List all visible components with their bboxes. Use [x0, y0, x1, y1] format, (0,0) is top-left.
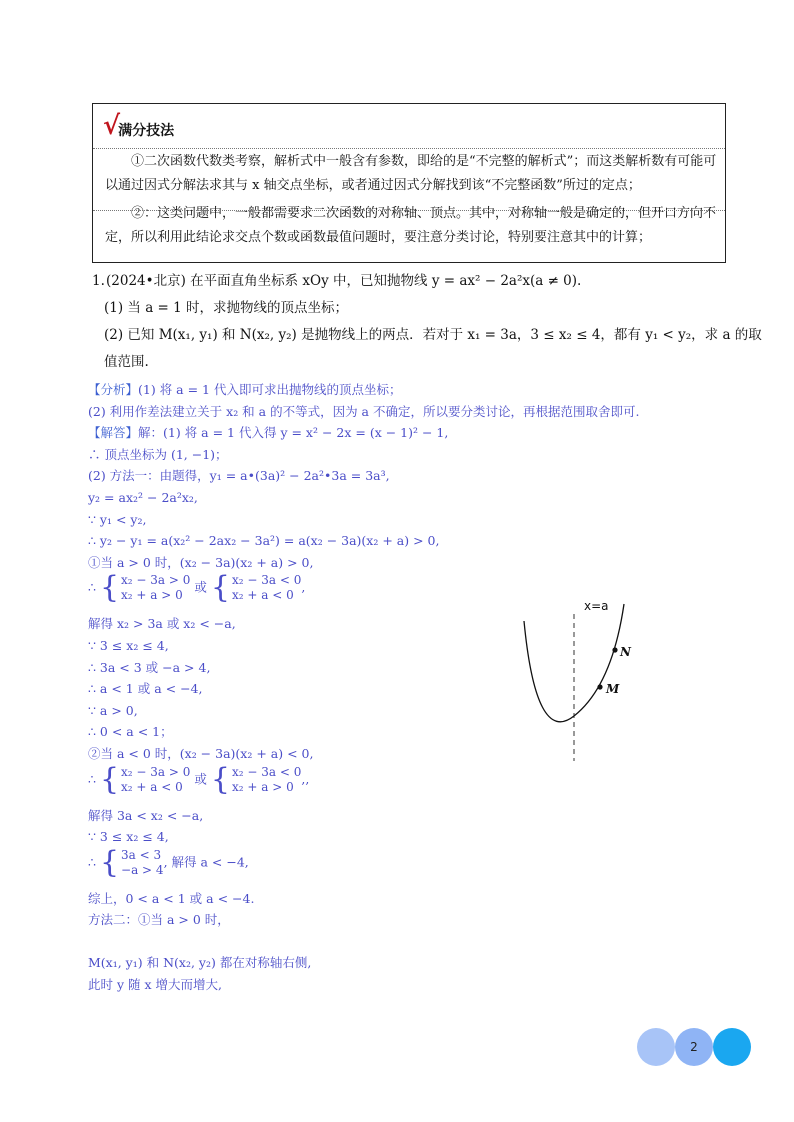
system-row: 3a < 3 — [121, 847, 162, 862]
inequality-system — [99, 844, 164, 880]
answer-line — [88, 422, 508, 444]
tip-paragraph-2: ②：这类问题中，一般都需要求二次函数的对称轴、顶点。其中，对称轴一般是确定的，但开口方向不定，所以利用此结论求交点个数或函数最值问题时，要注意分类讨论，特别要注意其中的计算； — [105, 206, 717, 245]
tip-box — [92, 103, 726, 263]
therefore-symbol: ∴ — [88, 771, 96, 786]
axis-label: x=a — [584, 599, 609, 613]
inequality-system — [210, 570, 302, 606]
point-n-label: N — [620, 645, 631, 659]
solution-line: 综上，0 < a < 1 或 a < −4. — [88, 890, 255, 906]
blank-line — [88, 931, 508, 953]
system-row: x₂ − 3a < 0 — [231, 764, 302, 779]
system-line-1 — [88, 570, 508, 613]
system-row: x₂ − 3a > 0 — [121, 573, 191, 588]
solution-line: ∴ a < 1 或 a < −4, — [88, 681, 203, 697]
question-part-2-cont: 值范围. — [104, 354, 149, 370]
solution-line: 方法二：①当 a > 0 时， — [88, 912, 230, 928]
solution-line: ∴ 0 < a < 1； — [88, 724, 173, 740]
brace-symbol: { — [99, 844, 120, 880]
point-m-label: M — [606, 682, 620, 696]
solution-line: ∵ 3 ≤ x₂ ≤ 4, — [88, 829, 169, 845]
solution-line: ∵ 3 ≤ x₂ ≤ 4, — [88, 637, 169, 653]
solution-line: ②当 a < 0 时，(x₂ − 3a)(x₂ + a) < 0, — [88, 745, 314, 761]
system-row: x₂ − 3a < 0 — [231, 573, 302, 588]
or-word: 或 — [194, 579, 207, 595]
system-row: x₂ + a < 0 — [231, 588, 294, 603]
solution-line: 解：(1) 将 a = 1 代入得 y = x² − 2x = (x − 1)² − 1, — [138, 425, 449, 441]
divider — [93, 148, 725, 149]
parabola-figure — [514, 596, 639, 761]
checkmark-icon: √ — [103, 111, 121, 141]
solution-line: ①当 a > 0 时，(x₂ − 3a)(x₂ + a) > 0, — [88, 554, 314, 570]
system-row: −a > 4 — [121, 862, 164, 877]
solution-line: (2) 方法一：由题得，y₁ = a•(3a)² − 2a²•3a = 3a³, — [88, 468, 390, 484]
answer-tag: 【解答】 — [88, 425, 139, 441]
system-line-3 — [88, 844, 508, 888]
analysis-text-1: (1) 将 a = 1 代入即可求出抛物线的顶点坐标； — [138, 382, 402, 397]
divider — [93, 210, 725, 211]
question-stem: (2024•北京) 在平面直角坐标系 xOy 中，已知抛物线 y = ax² − 2a²x(a ≠ 0). — [106, 273, 582, 289]
therefore-symbol: ∴ — [88, 579, 96, 595]
page-circle-left — [637, 1028, 675, 1066]
brace-symbol: { — [210, 570, 230, 606]
solution-line: 此时 y 随 x 增大而增大, — [88, 977, 222, 993]
question-part-1: (1) 当 a = 1 时，求抛物线的顶点坐标； — [104, 300, 349, 316]
solution-line: ∴ 3a < 3 或 −a > 4, — [88, 659, 211, 675]
solution-line: M(x₁, y₁) 和 N(x₂, y₂) 都在对称轴右侧, — [88, 955, 312, 971]
question-number: 1. — [92, 273, 105, 289]
question-part-2: (2) 已知 M(x₁, y₁) 和 N(x₂, y₂) 是抛物线上的两点．若对于 x₁ = 3a，3 ≤ x₂ ≤ 4，都有 y₁ < y₂，求 a 的取 — [104, 327, 762, 343]
system-row: x₂ + a < 0 — [121, 779, 183, 794]
brace-symbol: { — [99, 761, 120, 797]
solution-line: 解得 3a < x₂ < −a, — [88, 807, 204, 823]
solution-line: ∴ 顶点坐标为 (1, −1)； — [88, 446, 228, 462]
point-n — [612, 647, 617, 652]
inequality-system — [99, 570, 191, 606]
tip-header — [103, 111, 175, 142]
page-number: 2 — [690, 1040, 698, 1054]
or-word: 或 — [194, 771, 207, 786]
inequality-system — [99, 761, 191, 797]
solution-line: ∵ a > 0, — [88, 702, 138, 718]
brace-symbol: { — [99, 570, 120, 606]
point-m — [597, 684, 602, 689]
therefore-symbol: ∴ — [88, 854, 96, 870]
system-tail: ,, — [301, 771, 310, 786]
system-row: x₂ + a > 0 — [121, 588, 183, 603]
solution-line: ∵ y₁ < y₂, — [88, 511, 147, 527]
system-row: x₂ + a > 0 — [231, 779, 294, 794]
solution-line: 解得 x₂ > 3a 或 x₂ < −a, — [88, 616, 236, 632]
brace-symbol: { — [210, 761, 230, 797]
analysis-tag: 【分析】 — [88, 382, 139, 397]
analysis-text-2: (2) 利用作差法建立关于 x₂ 和 a 的不等式，因为 a 不确定，所以要分类讨论，再根据范围取舍即可. — [88, 403, 640, 419]
tip-title: 满分技法 — [118, 123, 175, 139]
system-tail: , — [301, 579, 306, 595]
solution-line: y₂ = ax₂² − 2a²x₂, — [88, 489, 198, 505]
tip-body — [105, 150, 717, 250]
page-number-badge — [637, 1028, 752, 1066]
system-row: x₂ − 3a > 0 — [121, 764, 191, 779]
page-circle-right — [713, 1028, 751, 1066]
inequality-system — [210, 761, 302, 797]
tip-paragraph-1: ①二次函数代数类考察，解析式中一般含有参数，即给的是“不完整的解析式”；而这类解析数有可能可以通过因式分解法求其与 x 轴交点坐标，或者通过因式分解找到该“不完整函数”所过的定点； — [105, 154, 717, 193]
analysis-line — [88, 379, 508, 401]
solution-line: ∴ y₂ − y₁ = a(x₂² − 2ax₂ − 3a²) = a(x₂ − 3a)(x₂ + a) > 0, — [88, 533, 440, 549]
system-line-2 — [88, 761, 508, 805]
system-tail: , 解得 a < −4, — [163, 854, 249, 870]
